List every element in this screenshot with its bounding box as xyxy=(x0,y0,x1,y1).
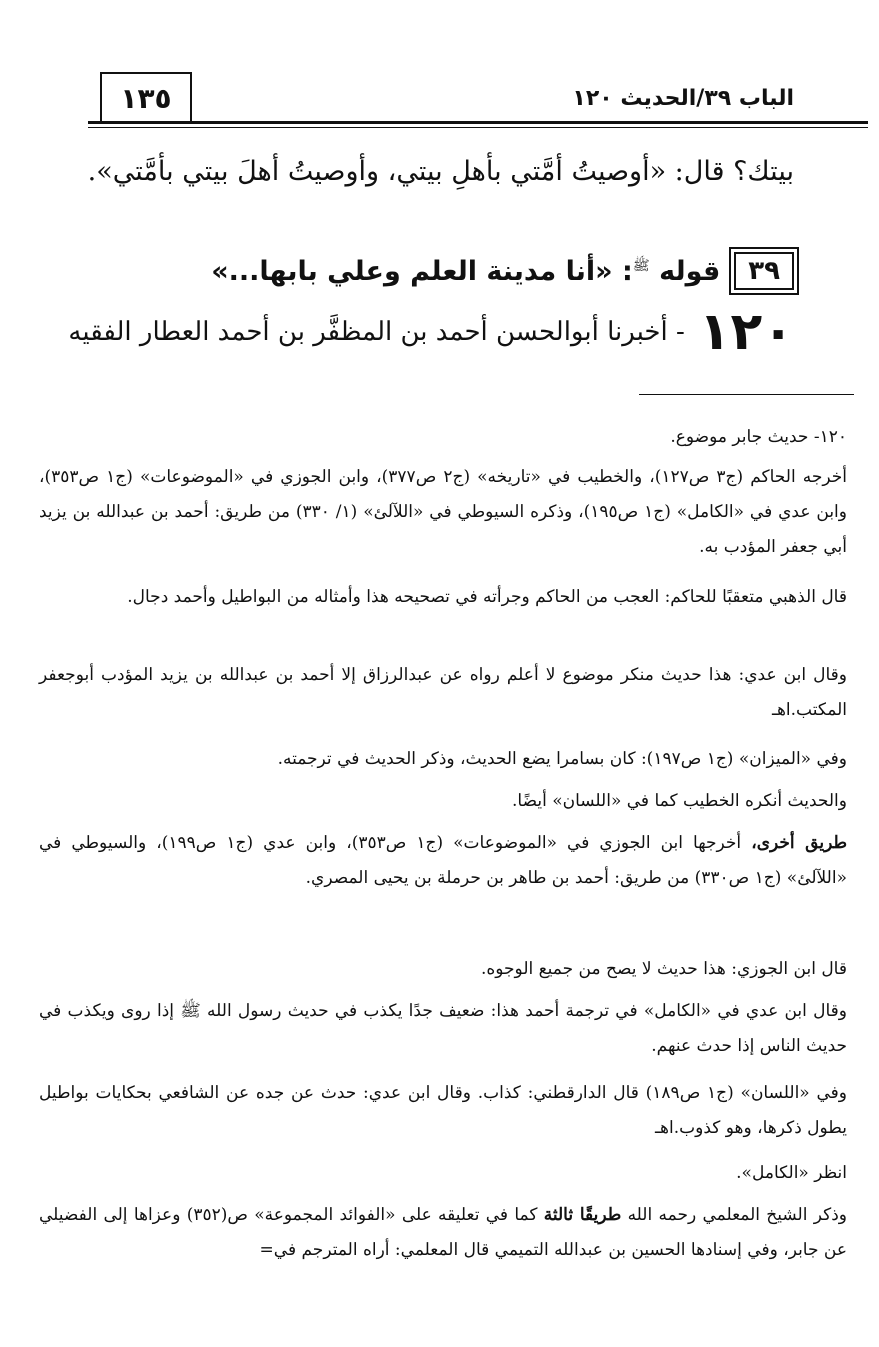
footnote-text: وذكر الشيخ المعلمي رحمه الله xyxy=(621,1205,847,1225)
honorific-glyph: ﷺ xyxy=(632,257,650,274)
footnote-paragraph: وفي «الميزان» (ج١ ص١٩٧): كان بسامرا يضع الحديث، وذكر الحديث في ترجمته. xyxy=(277,749,847,769)
footnote-paragraph xyxy=(39,826,847,896)
footnote-bold-lead: طريق أخرى، xyxy=(751,833,847,853)
chapter-title xyxy=(211,256,720,287)
page-number: ١٣٥ xyxy=(100,72,192,122)
footnote-heading: ١٢٠- حديث جابر موضوع. xyxy=(670,427,847,447)
footnote-paragraph xyxy=(39,1198,847,1268)
running-head: الباب ٣٩/الحديث ١٢٠ xyxy=(572,86,794,111)
footnote-text: أخرجها ابن الجوزي في «الموضوعات» (ج١ ص٣٥٣)، وابن عدي (ج١ ص١٩٩)، والسيوطي في «اللآلئ» (ج١ ص٣٣٠) من طريق: أحمد بن طاهر بن حرملة بن يحيى المصري. xyxy=(39,833,847,888)
header-rule-thin xyxy=(88,127,868,128)
hadith-text: - أخبرنا أبوالحسن أحمد بن المظفَّر بن أحمد العطار الفقيه xyxy=(68,317,685,347)
chapter-number-box: ٣٩ xyxy=(734,252,794,290)
chapter-title-prefix: قوله xyxy=(659,255,721,287)
footnote-paragraph: قال ابن الجوزي: هذا حديث لا يصح من جميع الوجوه. xyxy=(480,959,847,979)
chapter-heading xyxy=(14,246,794,296)
footnote-paragraph: انظر «الكامل». xyxy=(736,1163,847,1183)
footnote-paragraph: أخرجه الحاكم (ج٣ ص١٢٧)، والخطيب في «تاريخه» (ج٢ ص٣٧٧)، وابن الجوزي في «الموضوعات» (ج١ ص٣٥٣)، وابن عدي في «الكامل» (ج١ ص١٩٥)، وذكره السيوطي في «اللآلئ» (١/ ٣٣٠) من طريق: أحمد بن عبدالله بن يزيد أبي جعفر المؤدب به. xyxy=(39,467,847,557)
chapter-title-quote: : «أنا مدينة العلم وعلي بابها...» xyxy=(211,255,633,287)
hadith-number: ١٢٠ xyxy=(698,302,794,362)
continuation-line: بيتك؟ قال: «أوصيتُ أمَّتي بأهلِ بيتي، وأوصيتُ أهلَ بيتي بأمَّتي». xyxy=(87,156,794,187)
footnote-paragraph: وقال ابن عدي في «الكامل» في ترجمة أحمد هذا: ضعيف جدًا يكذب في حديث رسول الله ﷺ إذا روى ويكذب في حديث الناس إذا حدث عنهم. xyxy=(39,1001,847,1056)
footnote-paragraph: والحديث أنكره الخطيب كما في «اللسان» أيضًا. xyxy=(512,791,847,811)
footnote-paragraph: وفي «اللسان» (ج١ ص١٨٩) قال الدارقطني: كذاب. وقال ابن عدي: حدث عن جده عن الشافعي بحكايات بواطيل يطول ذكرها، وهو كذوب.اهـ xyxy=(39,1083,847,1138)
hadith-opening xyxy=(14,302,794,362)
header-rule-thick xyxy=(88,121,868,124)
footnote-bold-phrase: طريقًا ثالثة xyxy=(543,1205,622,1225)
footnote-separator xyxy=(639,394,854,395)
footnote-paragraph: وقال ابن عدي: هذا حديث منكر موضوع لا أعلم رواه عن عبدالرزاق إلا أحمد بن عبدالله بن يزيد المؤدب أبوجعفر المكتب.اهـ xyxy=(39,665,847,720)
footnote-paragraph: قال الذهبي متعقبًا للحاكم: العجب من الحاكم وجرأته في تصحيحه هذا وأمثاله من البواطيل وأحمد دجال. xyxy=(127,587,847,607)
footnote-text: كما في تعليقه على «الفوائد المجموعة» ص(٣٥٢) وعزاها إلى الفضيلي عن جابر، وفي إسنادها الحسين بن عبدالله التميمي قال المعلمي: أراه المترجم في= xyxy=(39,1205,847,1260)
